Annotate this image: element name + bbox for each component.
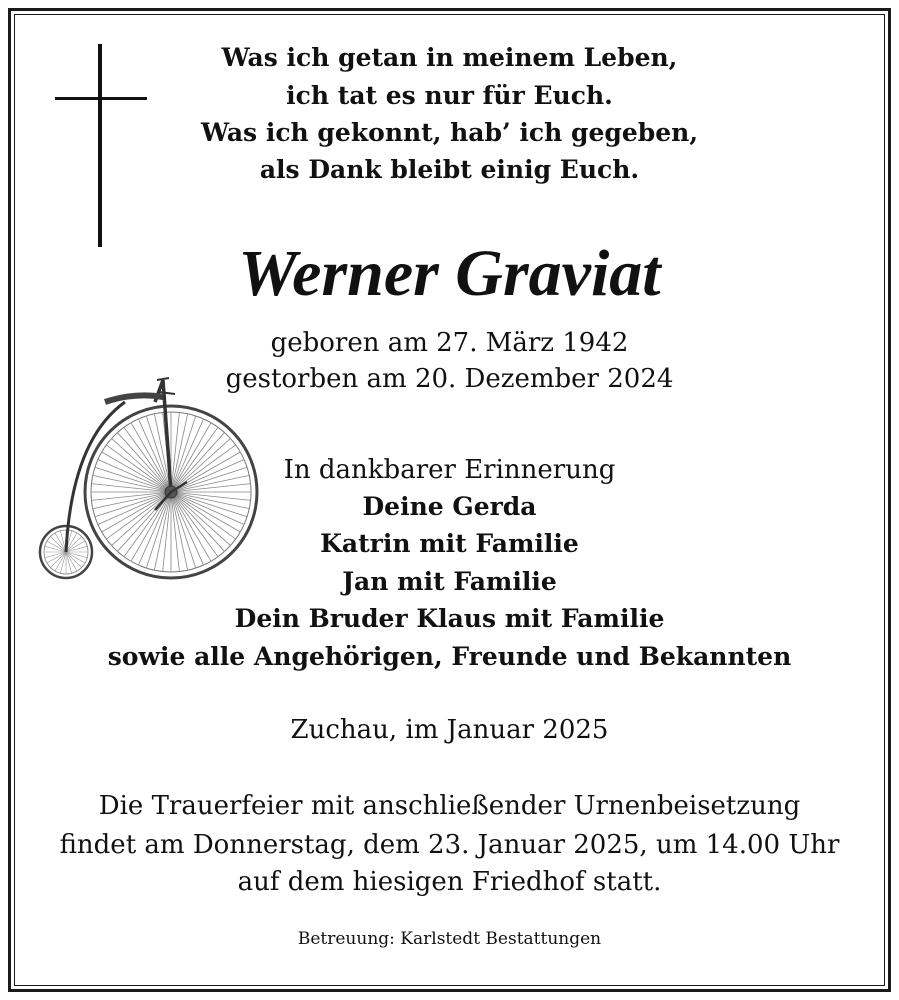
mourner-1: Deine Gerda: [362, 492, 537, 521]
place-date: Zuchau, im Januar 2025: [290, 715, 609, 745]
mourner-5: sowie alle Angehörigen, Freunde und Bekannten: [107, 642, 792, 671]
poem-line-3: Was ich gekonnt, hab’ ich gegeben,: [200, 118, 699, 147]
deceased-name: Werner Graviat: [238, 237, 661, 310]
mourners-intro: In dankbarer Erinnerung: [283, 455, 616, 485]
poem-line-2: ich tat es nur für Euch.: [286, 81, 613, 110]
poem-line-1: Was ich getan in meinem Leben,: [221, 43, 678, 72]
ceremony-line-3: auf dem hiesigen Friedhof statt.: [237, 867, 662, 897]
mourner-2: Katrin mit Familie: [320, 529, 579, 558]
ceremony-line-1: Die Trauerfeier mit anschließender Urnenbeisetzung: [98, 791, 801, 821]
mourner-4: Dein Bruder Klaus mit Familie: [234, 604, 665, 633]
poem-line-4: als Dank bleibt einig Euch.: [259, 155, 640, 184]
ceremony-line-2: findet am Donnerstag, dem 23. Januar 2025, um 14.00 Uhr: [59, 830, 840, 860]
birth-date: geboren am 27. März 1942: [270, 328, 629, 358]
funeral-home-credit: Betreuung: Karlstedt Bestattungen: [297, 929, 602, 949]
mourner-3: Jan mit Familie: [342, 567, 557, 596]
death-date: gestorben am 20. Dezember 2024: [225, 364, 674, 394]
